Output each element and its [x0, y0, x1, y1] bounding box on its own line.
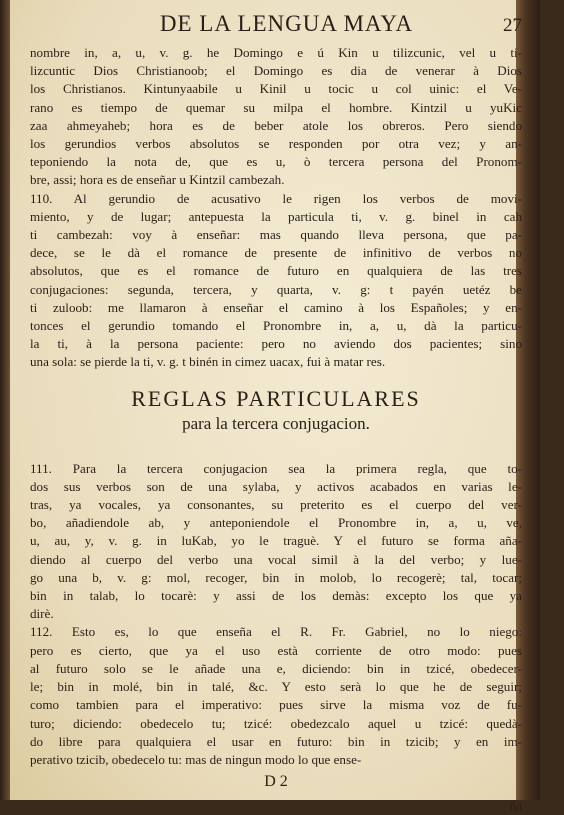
catchword: ña: [509, 797, 522, 813]
text-line: ti zuloob: me llamaron à enseñar el camino à los Españoles; y en-: [30, 299, 522, 315]
text-line: como tambien para el imperativo: pues sirve la misma voz de fu-: [30, 697, 522, 713]
text-line: una sola: se pierde la ti, v. g. t binén in cimez uacax, fui à matar res.: [30, 354, 386, 370]
text-line: los Christianos. Kintunyaabile u Kinil u tocic u col uinic: el Ve-: [30, 81, 522, 97]
text-line: tonces el gerundio tomando el Pronombre in, a, u, dà la particu-: [30, 318, 522, 334]
text-line: bre, assi; hora es de enseñar u Kintzil cambezah.: [30, 172, 285, 188]
signature-mark: D 2: [264, 773, 288, 791]
text-line: miento, y de lugar; antepuesta la particula ti, v. g. binel in cah: [30, 208, 522, 224]
text-line: bo, añadiendole ab, y anteponiendole el Pronombre in, a, u, ve,: [30, 515, 522, 531]
text-line: dirè.: [30, 606, 54, 622]
text-line: ti cambezah: voy à enseñar: mas quando lleva persona, que pa-: [30, 227, 522, 243]
text-line: bin in talab, lo tocarè: y assi de los demàs: excepto los que ya: [30, 588, 522, 604]
text-line: lizcuntic Dios Christianoob; el Domingo es dia de venerar à Dios: [30, 63, 522, 79]
text-line: rano es tiempo de quemar su milpa el hombre. Kintzil u yuKic: [30, 99, 522, 115]
paragraph-112: [30, 623, 522, 769]
book-page: [10, 0, 540, 813]
page-number: 27: [503, 15, 522, 36]
paragraph-111: [30, 460, 522, 624]
text-line: dece, se le dà el romance de presente de infinitivo de verbos no: [30, 245, 522, 261]
text-line: conjugaciones: segunda, tercera, y quarta, v. g: t payén uetéz be: [30, 281, 522, 297]
text-line: nombre in, a, u, v. g. he Domingo e ú Kin u tilizcunic, vel u ti-: [30, 45, 522, 60]
text-line: diendo al cuerpo del verbo una vocal simil à la del verbo; y lue-: [30, 551, 522, 567]
page-footer: [30, 771, 522, 813]
text-line: al futuro solo se le añade una e, diciendo: bin in tzicé, obedecer-: [30, 660, 522, 676]
text-line: go una b, v. g: mol, recoger, bin in molob, lo recogerè; tal, tocar;: [30, 569, 522, 585]
text-line: absolutos, que es el romance de futuro en qualquiera de las tres: [30, 263, 522, 279]
running-header: [30, 4, 522, 44]
text-line: 111. Para la tercera conjugacion sea la primera regla, que to-: [30, 460, 522, 476]
section-subheading: para la tercera conjugacion.: [182, 413, 370, 433]
book-gutter: [0, 0, 10, 800]
text-line: la ti, à la persona paciente: pero no aviendo dos pacientes; sino: [30, 336, 522, 352]
text-line: le; bin in molé, bin in talé, &c. Y esto serà lo que he de seguir;: [30, 679, 522, 695]
paragraph-110: [30, 190, 522, 372]
text-line: 112. Esto es, lo que enseña el R. Fr. Gabriel, no lo niego:: [30, 624, 522, 640]
text-line: tras, ya vocales, ya consonantes, su preterito es el cuerpo del ver-: [30, 497, 522, 513]
text-line: pero es cierto, que ya el uso està corriente de otro modo: pues: [30, 642, 522, 658]
header-title: DE LA LENGUA MAYA: [159, 11, 414, 36]
section-heading: REGLAS PARTICULARES: [131, 385, 421, 411]
text-line: turo; diciendo: obedecelo tu; tzicé: obedezcalo aquel u tzicé: quedà-: [30, 715, 522, 731]
text-line: 110. Al gerundio de acusativo le rigen los verbos de movi-: [30, 190, 522, 206]
text-line: dos sus verbos son de una sylaba, y activos acabados en varias le-: [30, 478, 522, 494]
text-line: zaa ahmeyaheb; hora es de beber atole los obreros. Pero siendo: [30, 117, 522, 133]
text-line: teponiendo la nota de, que es u, ò tercera persona del Pronom-: [30, 154, 522, 170]
text-line: perativo tzicib, obedecelo tu: mas de ningun modo lo que ense-: [30, 751, 362, 767]
page-text: [30, 4, 522, 813]
text-line: los gerundios verbos absolutos se responden por otra vez; y an-: [30, 136, 522, 152]
text-line: u, au, y, v. g. in luKab, yo le traguè. Y el futuro se forma aña-: [30, 533, 522, 549]
text-line: do libre para qualquiera el usar en futuro: bin in tzicib; y en im-: [30, 733, 522, 749]
paragraph-109-continued: [30, 44, 522, 190]
